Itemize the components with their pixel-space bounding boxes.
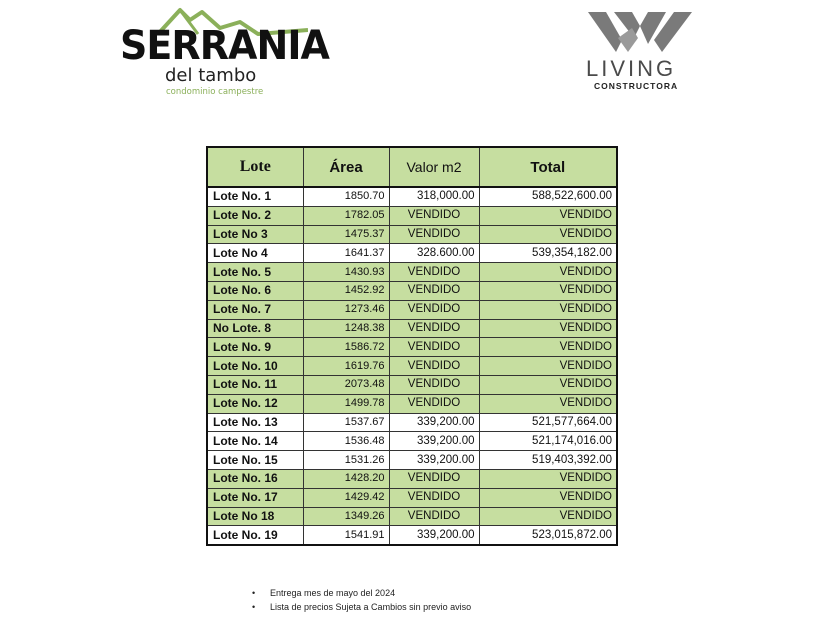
cell-valor: VENDIDO (389, 263, 479, 282)
table-row (207, 300, 617, 319)
cell-lote: Lote No. 5 (207, 263, 303, 282)
table-row (207, 469, 617, 488)
cell-valor: 339,200.00 (389, 432, 479, 451)
cell-area: 1536.48 (303, 432, 389, 451)
price-table (206, 146, 618, 546)
cell-total: VENDIDO (479, 488, 617, 507)
cell-total: VENDIDO (479, 206, 617, 225)
cell-total: 521,174,016.00 (479, 432, 617, 451)
header-total: Total (479, 147, 617, 187)
table-row (207, 225, 617, 244)
cell-lote: No Lote. 8 (207, 319, 303, 338)
cell-valor: VENDIDO (389, 300, 479, 319)
living-name: LIVING (586, 56, 677, 81)
cell-area: 1586.72 (303, 338, 389, 357)
cell-area: 1349.26 (303, 507, 389, 526)
header-lote: Lote (207, 147, 303, 187)
table-row (207, 526, 617, 545)
table-row (207, 488, 617, 507)
cell-total: VENDIDO (479, 225, 617, 244)
cell-lote: Lote No. 15 (207, 451, 303, 470)
cell-valor: VENDIDO (389, 206, 479, 225)
cell-lote: Lote No. 16 (207, 469, 303, 488)
cell-area: 1499.78 (303, 394, 389, 413)
cell-area: 1452.92 (303, 281, 389, 300)
cell-valor: 339,200.00 (389, 451, 479, 470)
note-item (252, 600, 471, 614)
cell-lote: Lote No 18 (207, 507, 303, 526)
living-subtitle: CONSTRUCTORA (594, 81, 679, 91)
table-row (207, 263, 617, 282)
header-area: Área (303, 147, 389, 187)
table-row (207, 451, 617, 470)
cell-total: VENDIDO (479, 281, 617, 300)
brand-subtitle: del tambo (165, 65, 257, 86)
cell-lote: Lote No. 19 (207, 526, 303, 545)
header-valor: Valor m2 (389, 147, 479, 187)
cell-area: 2073.48 (303, 375, 389, 394)
cell-area: 1619.76 (303, 357, 389, 376)
cell-area: 1428.20 (303, 469, 389, 488)
table-row (207, 357, 617, 376)
cell-total: VENDIDO (479, 469, 617, 488)
cell-area: 1537.67 (303, 413, 389, 432)
cell-valor: VENDIDO (389, 281, 479, 300)
bullet-icon: • (252, 602, 256, 612)
cell-total: VENDIDO (479, 263, 617, 282)
cell-valor: VENDIDO (389, 375, 479, 394)
cell-total: 523,015,872.00 (479, 526, 617, 545)
cell-valor: VENDIDO (389, 469, 479, 488)
cell-lote: Lote No. 10 (207, 357, 303, 376)
cell-lote: Lote No. 7 (207, 300, 303, 319)
cell-area: 1429.42 (303, 488, 389, 507)
cell-area: 1248.38 (303, 319, 389, 338)
note-text: Entrega mes de mayo del 2024 (270, 588, 396, 598)
serrania-logo (118, 4, 330, 100)
cell-total: 588,522,600.00 (479, 187, 617, 206)
table-row (207, 244, 617, 263)
cell-lote: Lote No. 1 (207, 187, 303, 206)
cell-lote: Lote No. 9 (207, 338, 303, 357)
cell-area: 1641.37 (303, 244, 389, 263)
cell-lote: Lote No. 17 (207, 488, 303, 507)
cell-valor: 339,200.00 (389, 526, 479, 545)
cell-total: VENDIDO (479, 375, 617, 394)
bullet-icon: • (252, 588, 256, 598)
brand-title: SERRANIA (120, 23, 330, 69)
cell-valor: VENDIDO (389, 357, 479, 376)
cell-valor: 328.600.00 (389, 244, 479, 263)
cell-lote: Lote No 3 (207, 225, 303, 244)
cell-valor: 339,200.00 (389, 413, 479, 432)
cell-area: 1475.37 (303, 225, 389, 244)
cell-area: 1273.46 (303, 300, 389, 319)
cell-valor: 318,000.00 (389, 187, 479, 206)
cell-total: VENDIDO (479, 300, 617, 319)
cell-area: 1541.91 (303, 526, 389, 545)
cell-lote: Lote No 4 (207, 244, 303, 263)
cell-total: VENDIDO (479, 319, 617, 338)
cell-valor: VENDIDO (389, 338, 479, 357)
cell-area: 1782.05 (303, 206, 389, 225)
cell-area: 1850.70 (303, 187, 389, 206)
cell-lote: Lote No. 12 (207, 394, 303, 413)
living-mark-icon (588, 10, 692, 54)
cell-valor: VENDIDO (389, 225, 479, 244)
table-header-row (207, 147, 617, 187)
cell-lote: Lote No. 11 (207, 375, 303, 394)
table-row (207, 432, 617, 451)
cell-total: VENDIDO (479, 338, 617, 357)
cell-lote: Lote No. 6 (207, 281, 303, 300)
cell-total: 519,403,392.00 (479, 451, 617, 470)
table-row (207, 338, 617, 357)
living-logo (580, 10, 700, 94)
cell-area: 1430.93 (303, 263, 389, 282)
table-row (207, 507, 617, 526)
cell-valor: VENDIDO (389, 319, 479, 338)
cell-total: VENDIDO (479, 394, 617, 413)
cell-lote: Lote No. 14 (207, 432, 303, 451)
cell-total: 539,354,182.00 (479, 244, 617, 263)
cell-lote: Lote No. 13 (207, 413, 303, 432)
notes-list (252, 586, 471, 614)
table-row (207, 375, 617, 394)
table-row (207, 187, 617, 206)
table-row (207, 319, 617, 338)
cell-total: VENDIDO (479, 507, 617, 526)
note-item (252, 586, 471, 600)
table-row (207, 281, 617, 300)
table-row (207, 413, 617, 432)
cell-total: VENDIDO (479, 357, 617, 376)
table-row (207, 206, 617, 225)
brand-tagline: condominio campestre (166, 87, 264, 97)
cell-valor: VENDIDO (389, 507, 479, 526)
cell-total: 521,577,664.00 (479, 413, 617, 432)
cell-valor: VENDIDO (389, 488, 479, 507)
cell-valor: VENDIDO (389, 394, 479, 413)
cell-lote: Lote No. 2 (207, 206, 303, 225)
table-row (207, 394, 617, 413)
cell-area: 1531.26 (303, 451, 389, 470)
note-text: Lista de precios Sujeta a Cambios sin previo aviso (270, 602, 472, 612)
